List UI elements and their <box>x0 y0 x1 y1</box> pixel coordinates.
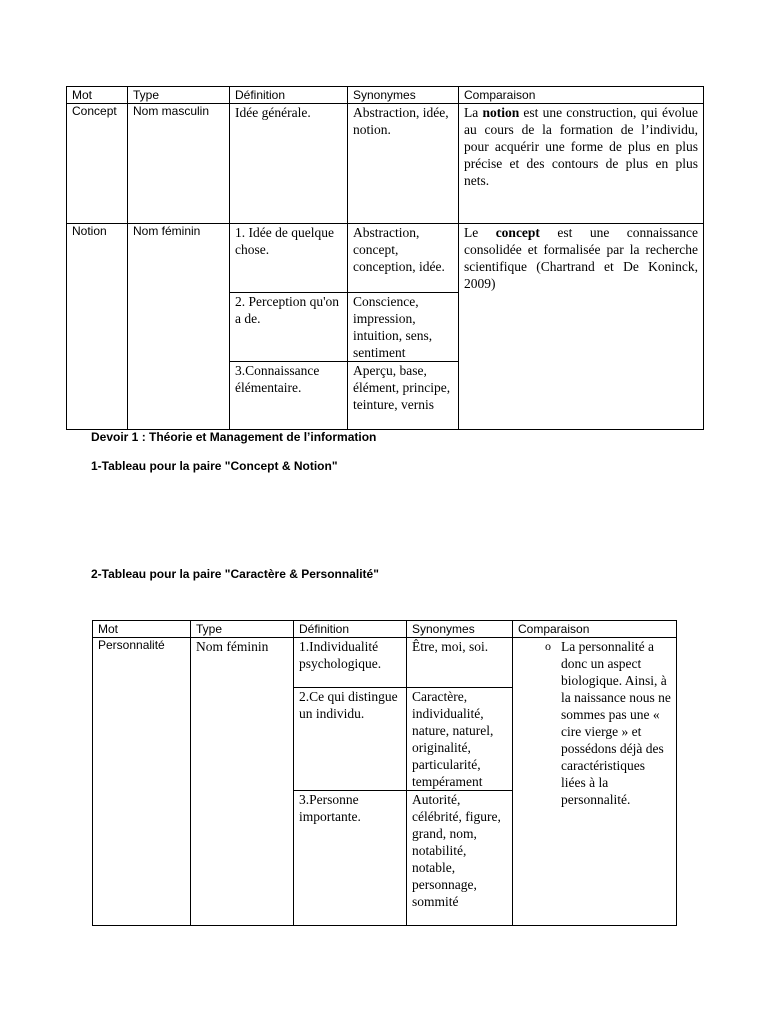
header-definition: Définition <box>294 621 407 638</box>
cell-mot: Notion <box>67 224 128 430</box>
cell-definition: 2.Ce qui distingue un individu. <box>294 688 407 791</box>
header-type: Type <box>128 87 230 104</box>
comparaison-text: La personnalité a donc un aspect biologique. Ainsi, à la naissance nous ne sommes pas une « cire vierge » et possédons déjà des caractéristiques liées à la personnalité. <box>561 639 671 807</box>
header-type: Type <box>191 621 294 638</box>
header-synonymes: Synonymes <box>348 87 459 104</box>
comparaison-text: est une construction, qui évolue au cours de la formation de l’individu, pour acquérir une forme de plus en plus précise et des contours de plus en plus nets. <box>464 105 698 188</box>
header-comparaison: Comparaison <box>459 87 704 104</box>
cell-mot: Personnalité <box>93 638 191 926</box>
table-row-concept <box>67 104 704 224</box>
cell-definition: 3.Personne importante. <box>294 791 407 926</box>
table-row-personnalite <box>93 638 677 688</box>
cell-synonymes: Abstraction, concept, conception, idée. <box>348 224 459 293</box>
cell-mot: Concept <box>67 104 128 224</box>
cell-type: Nom féminin <box>128 224 230 430</box>
comparaison-bold-term: concept <box>495 225 540 240</box>
table-caractere-personnalite <box>92 620 677 926</box>
comparaison-text: La <box>464 105 483 120</box>
cell-synonymes: Caractère, individualité, nature, naturel, originalité, particularité, tempérament <box>407 688 513 791</box>
table-row-notion <box>67 224 704 293</box>
cell-type: Nom féminin <box>191 638 294 926</box>
header-mot: Mot <box>67 87 128 104</box>
table-concept-notion <box>66 86 704 430</box>
cell-synonymes: Abstraction, idée, notion. <box>348 104 459 224</box>
devoir-title: Devoir 1 : Théorie et Management de l’information <box>91 430 377 444</box>
table-header-row <box>67 87 704 104</box>
tableau-1-heading: 1-Tableau pour la paire "Concept & Notion" <box>91 459 338 473</box>
bullet-list-item <box>535 638 672 808</box>
cell-comparaison <box>459 104 704 224</box>
cell-definition: 1. Idée de quelque chose. <box>230 224 348 293</box>
cell-definition: 2. Perception qu'on a de. <box>230 293 348 362</box>
comparaison-text: est une connaissance consolidée et formalisée par la recherche scientifique (Chartrand et De Koninck, 2009) <box>464 225 698 291</box>
header-definition: Définition <box>230 87 348 104</box>
comparaison-bold-term: notion <box>482 105 520 120</box>
cell-comparaison <box>459 224 704 430</box>
header-mot: Mot <box>93 621 191 638</box>
cell-type: Nom masculin <box>128 104 230 224</box>
table-header-row <box>93 621 677 638</box>
bullet-marker: o <box>545 639 551 653</box>
cell-definition: Idée générale. <box>230 104 348 224</box>
cell-synonymes: Être, moi, soi. <box>407 638 513 688</box>
cell-definition: 1.Individualité psychologique. <box>294 638 407 688</box>
cell-definition: 3.Connaissance élémentaire. <box>230 362 348 430</box>
cell-synonymes: Autorité, célébrité, figure, grand, nom, notabilité, notable, personnage, sommité <box>407 791 513 926</box>
header-synonymes: Synonymes <box>407 621 513 638</box>
tableau-2-heading: 2-Tableau pour la paire "Caractère & Personnalité" <box>91 567 379 581</box>
comparaison-text: Le <box>464 225 496 240</box>
cell-synonymes: Conscience, impression, intuition, sens, sentiment <box>348 293 459 362</box>
header-comparaison: Comparaison <box>513 621 677 638</box>
cell-synonymes: Aperçu, base, élément, principe, teinture, vernis <box>348 362 459 430</box>
cell-comparaison <box>513 638 677 926</box>
